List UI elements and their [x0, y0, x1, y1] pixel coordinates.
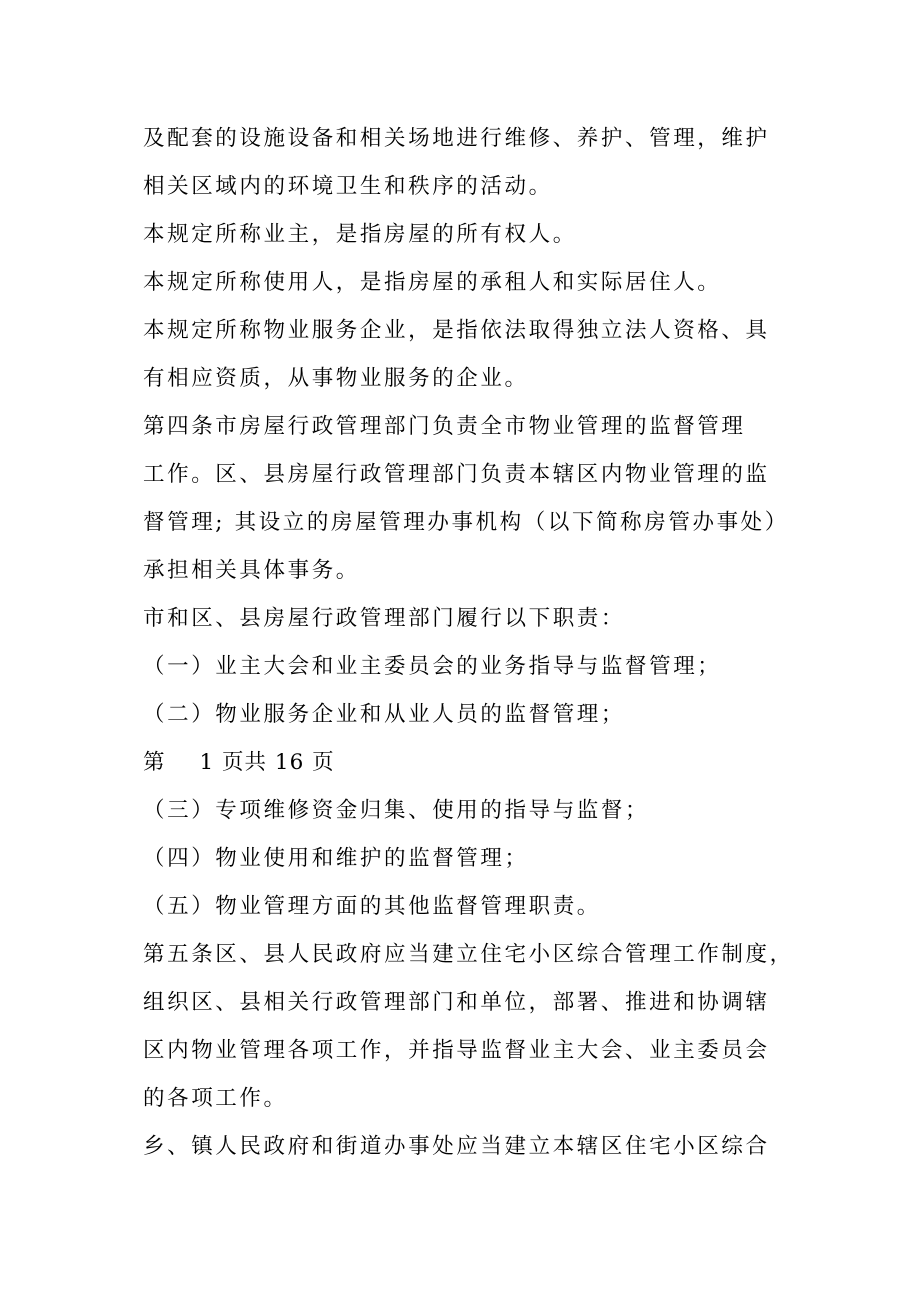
footer-suffix: 页: [312, 750, 335, 775]
text-line: （一）业主大会和业主委员会的业务指导与监督管理；: [143, 654, 722, 679]
page-footer: [143, 749, 783, 777]
text-line: 本规定所称物业服务企业，是指依法取得独立法人资格、具: [143, 318, 770, 343]
text-line: 第五条区、县人民政府应当建立住宅小区综合管理工作制度，: [143, 942, 794, 967]
footer-middle: 页共: [222, 750, 268, 775]
text-line: （五）物业管理方面的其他监督管理职责。: [143, 894, 601, 919]
text-line: 相关区域内的环境卫生和秩序的活动。: [143, 174, 553, 199]
text-line: 第四条市房屋行政管理部门负责全市物业管理的监督管理: [143, 414, 746, 439]
text-line: 组织区、县相关行政管理部门和单位，部署、推进和协调辖: [143, 990, 770, 1015]
text-line: （三）专项维修资金归集、使用的指导与监督；: [143, 798, 650, 823]
footer-page-number: 1: [199, 750, 215, 775]
text-line: 督管理; 其设立的房屋管理办事机构（以下简称房管办事处）: [143, 510, 789, 535]
footer-prefix: 第: [143, 750, 166, 775]
text-line: （四）物业使用和维护的监督管理；: [143, 846, 529, 871]
text-line: 有相应资质，从事物业服务的企业。: [143, 366, 529, 391]
text-line: 本规定所称使用人，是指房屋的承租人和实际居住人。: [143, 270, 722, 295]
text-line: 承担相关具体事务。: [143, 558, 360, 583]
text-line: 及配套的设施设备和相关场地进行维修、养护、管理，维护: [143, 126, 770, 151]
text-line: 乡、镇人民政府和街道办事处应当建立本辖区住宅小区综合: [143, 1134, 770, 1159]
footer-total-pages: 16: [274, 750, 305, 775]
text-line: 市和区、县房屋行政管理部门履行以下职责：: [143, 606, 626, 631]
text-line: 的各项工作。: [143, 1086, 288, 1111]
text-line: 本规定所称业主，是指房屋的所有权人。: [143, 222, 577, 247]
text-line: （二）物业服务企业和从业人员的监督管理；: [143, 702, 626, 727]
text-line: 区内物业管理各项工作，并指导监督业主大会、业主委员会: [143, 1038, 770, 1063]
text-line: 工作。区、县房屋行政管理部门负责本辖区内物业管理的监: [143, 462, 770, 487]
